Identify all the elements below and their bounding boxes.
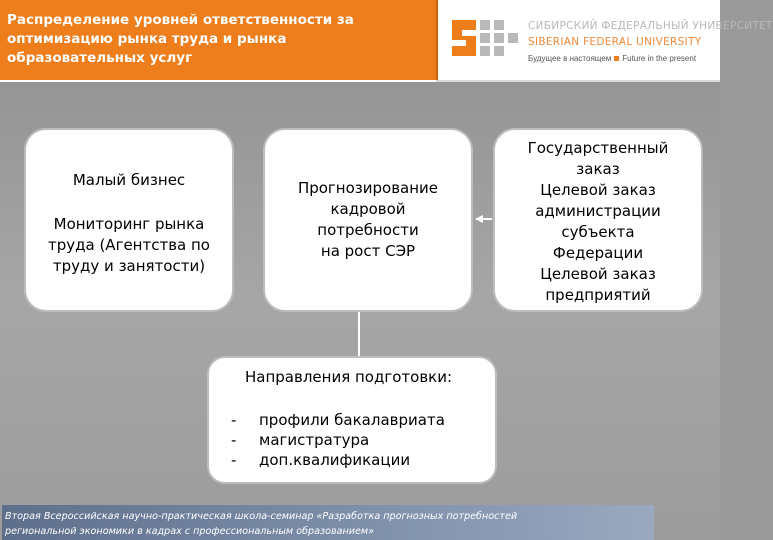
left-line-3: труду и занятости) (52, 257, 206, 275)
training-directions-box (207, 356, 497, 484)
training-directions-heading: Направления подготовки: (245, 368, 453, 386)
forecasting-text (265, 178, 471, 262)
center-line-2: кадровой (330, 200, 406, 218)
title-line-2: оптимизацию рынка труда и рынка (7, 31, 287, 47)
state-order-box (493, 128, 703, 312)
list-item-text: доп.квалификации (259, 451, 411, 469)
right-line-7: Целевой заказ (540, 265, 656, 283)
logo-motto-ru: Будущее в настоящем (528, 54, 612, 63)
footer-text (5, 509, 653, 539)
small-business-box (24, 128, 234, 312)
right-line-4: администрации (535, 202, 661, 220)
small-business-title: Малый бизнес (72, 171, 186, 189)
right-line-5: субъекта (561, 223, 635, 241)
forecasting-box (263, 128, 473, 312)
logo-motto-en: Future in the present (622, 54, 697, 63)
bullet-dash: - (231, 431, 237, 449)
title-line-1: Распределение уровней ответственности за (7, 12, 354, 28)
center-line-4: на рост СЭР (320, 242, 416, 260)
list-item (231, 430, 445, 450)
right-line-1: Государственный (527, 139, 669, 157)
list-item-text: профили бакалавриата (259, 411, 445, 429)
right-line-8: предприятий (545, 286, 651, 304)
right-line-3: Целевой заказ (540, 181, 656, 199)
labor-monitoring-text (26, 214, 232, 277)
bullet-dash: - (231, 451, 237, 469)
logo-name-en: SIBERIAN FEDERAL UNIVERSITY (528, 36, 702, 48)
title-line-3: образовательных услуг (7, 50, 193, 66)
left-line-1: Мониторинг рынка (53, 215, 205, 233)
training-directions-list (231, 410, 445, 470)
right-line-2: заказ (576, 160, 620, 178)
list-item (231, 410, 445, 430)
right-line-6: Федерации (552, 244, 644, 262)
state-order-text (495, 138, 701, 306)
list-item-text: магистратура (259, 431, 370, 449)
center-line-3: потребности (317, 221, 419, 239)
footer-banner (2, 505, 654, 540)
center-line-1: Прогнозирование (297, 179, 439, 197)
bullet-dash: - (231, 411, 237, 429)
footer-line-1: Вторая Всероссийская научно-практическая школа-семинар «Разработка прогнозных потребностей (5, 511, 518, 522)
footer-line-2: региональной экономики в кадрах с профессиональным образованием» (5, 526, 375, 537)
list-item (231, 450, 445, 470)
logo-name-ru: СИБИРСКИЙ ФЕДЕРАЛЬНЫЙ УНИВЕРСИТЕТ (528, 20, 773, 32)
left-line-2: труда (Агентства по (47, 236, 210, 254)
